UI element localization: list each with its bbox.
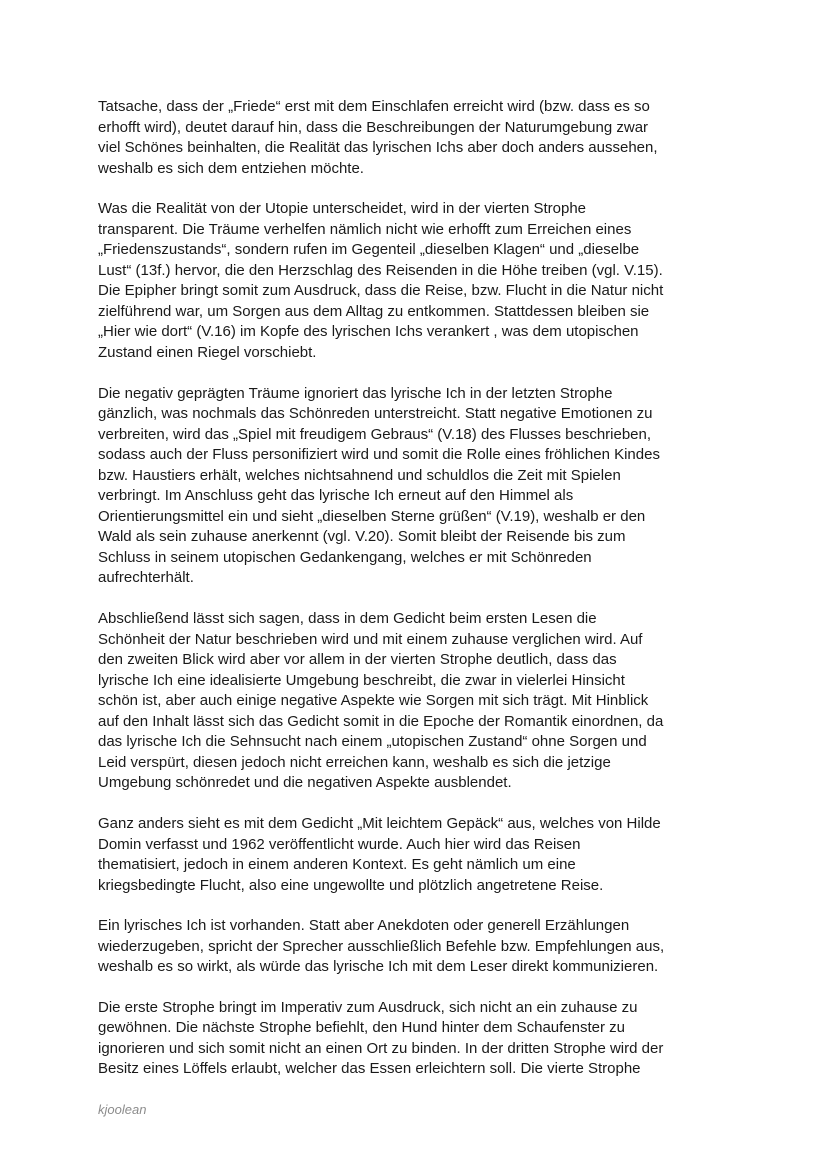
text-line: Lust“ (13f.) hervor, die den Herzschlag des Reisenden in die Höhe treiben (vgl. V.15). xyxy=(98,261,663,279)
paragraph xyxy=(98,916,738,978)
text-line: „Friedenszustands“, sondern rufen im Gegenteil „dieselben Klagen“ und „dieselbe xyxy=(98,241,640,259)
text-line: weshalb es so wirkt, als würde das lyrische Ich mit dem Leser direkt kommunizieren. xyxy=(98,958,659,976)
text-line: erhofft wird), deutet darauf hin, dass die Beschreibungen der Naturumgebung zwar xyxy=(98,118,649,136)
text-line: Die negativ geprägten Träume ignoriert das lyrische Ich in der letzten Strophe xyxy=(98,384,613,402)
text-line: verbringt. Im Anschluss geht das lyrische Ich erneut auf den Himmel als xyxy=(98,487,574,505)
text-line: Domin verfasst und 1962 veröffentlicht wurde. Auch hier wird das Reisen xyxy=(98,835,581,853)
paragraph xyxy=(98,97,738,179)
text-line: auf den Inhalt lässt sich das Gedicht somit in die Epoche der Romantik einordnen, da xyxy=(98,712,664,730)
text-line: viel Schönes beinhalten, die Realität das lyrischen Ichs aber doch anders aussehen, xyxy=(98,139,658,157)
text-line: bzw. Haustiers erhält, welches nichtsahnend und schuldlos die Zeit mit Spielen xyxy=(98,466,621,484)
text-line: Schluss in seinem utopischen Gedankengang, welches er mit Schönreden xyxy=(98,548,592,566)
text-line: Besitz eines Löffels erlaubt, welcher das Essen erleichtern soll. Die vierte Strophe xyxy=(98,1060,641,1078)
text-line: thematisiert, jedoch in einem anderen Kontext. Es geht nämlich um eine xyxy=(98,856,576,874)
text-line: Leid verspürt, diesen jedoch nicht erreichen kann, weshalb es sich die jetzige xyxy=(98,753,611,771)
text-line: zielführend war, um Sorgen aus dem Alltag zu entkommen. Stattdessen bleiben sie xyxy=(98,302,650,320)
text-line: Ganz anders sieht es mit dem Gedicht „Mit leichtem Gepäck“ aus, welches von Hilde xyxy=(98,814,661,832)
paragraph xyxy=(98,998,738,1080)
text-line: lyrische Ich eine idealisierte Umgebung beschreibt, die zwar in vielerlei Hinsicht xyxy=(98,671,625,689)
text-line: verbreiten, wird das „Spiel mit freudigem Gebraus“ (V.18) des Flusses beschrieben, xyxy=(98,425,652,443)
author-watermark: kjoolean xyxy=(98,1102,147,1117)
text-line: das lyrische Ich die Sehnsucht nach einem „utopischen Zustand“ ohne Sorgen und xyxy=(98,733,647,751)
text-line: Die Epipher bringt somit zum Ausdruck, dass die Reise, bzw. Flucht in die Natur nicht xyxy=(98,282,664,300)
text-line: kriegsbedingte Flucht, also eine ungewollte und plötzlich angetretene Reise. xyxy=(98,876,604,894)
text-line: Abschließend lässt sich sagen, dass in dem Gedicht beim ersten Lesen die xyxy=(98,610,597,628)
text-line: transparent. Die Träume verhelfen nämlich nicht wie erhofft zum Erreichen eines xyxy=(98,220,632,238)
text-line: wiederzugeben, spricht der Sprecher ausschließlich Befehle bzw. Empfehlungen aus, xyxy=(98,937,665,955)
text-line: schön ist, aber auch einige negative Aspekte wie Sorgen mit sich trägt. Mit Hinblick xyxy=(98,692,649,710)
text-line: gewöhnen. Die nächste Strophe befiehlt, den Hund hinter dem Schaufenster zu xyxy=(98,1019,626,1037)
text-line: ignorieren und sich somit nicht an einen Ort zu binden. In der dritten Strophe wird der xyxy=(98,1039,664,1057)
text-line: Ein lyrisches Ich ist vorhanden. Statt aber Anekdoten oder generell Erzählungen xyxy=(98,917,630,935)
paragraph xyxy=(98,199,738,363)
text-line: weshalb es sich dem entziehen möchte. xyxy=(98,159,364,177)
text-line: den zweiten Blick wird aber vor allem in der vierten Strophe deutlich, dass das xyxy=(98,651,617,669)
text-line: „Hier wie dort“ (V.16) im Kopfe des lyrischen Ichs verankert , was dem utopischen xyxy=(98,323,639,341)
text-line: Wald als sein zuhause anerkennt (vgl. V.20). Somit bleibt der Reisende bis zum xyxy=(98,528,626,546)
text-line: Was die Realität von der Utopie unterscheidet, wird in der vierten Strophe xyxy=(98,200,587,218)
paragraph xyxy=(98,609,738,794)
paragraph xyxy=(98,814,738,896)
document-body xyxy=(98,97,738,1100)
text-line: sodass auch der Fluss personifiziert wird und somit die Rolle eines fröhlichen Kindes xyxy=(98,446,660,464)
text-line: gänzlich, was nochmals das Schönreden unterstreicht. Statt negative Emotionen zu xyxy=(98,405,653,423)
text-line: Tatsache, dass der „Friede“ erst mit dem Einschlafen erreicht wird (bzw. dass es so xyxy=(98,98,650,115)
text-line: Schönheit der Natur beschrieben wird und mit einem zuhause verglichen wird. Auf xyxy=(98,630,643,648)
paragraph xyxy=(98,384,738,589)
text-line: Umgebung schönredet und die negativen Aspekte ausblendet. xyxy=(98,774,512,792)
text-line: Die erste Strophe bringt im Imperativ zum Ausdruck, sich nicht an ein zuhause zu xyxy=(98,998,638,1016)
text-line: Zustand einen Riegel vorschiebt. xyxy=(98,344,317,362)
text-line: aufrechterhält. xyxy=(98,569,194,587)
text-line: Orientierungsmittel ein und sieht „dieselben Sterne grüßen“ (V.19), weshalb er den xyxy=(98,507,646,525)
